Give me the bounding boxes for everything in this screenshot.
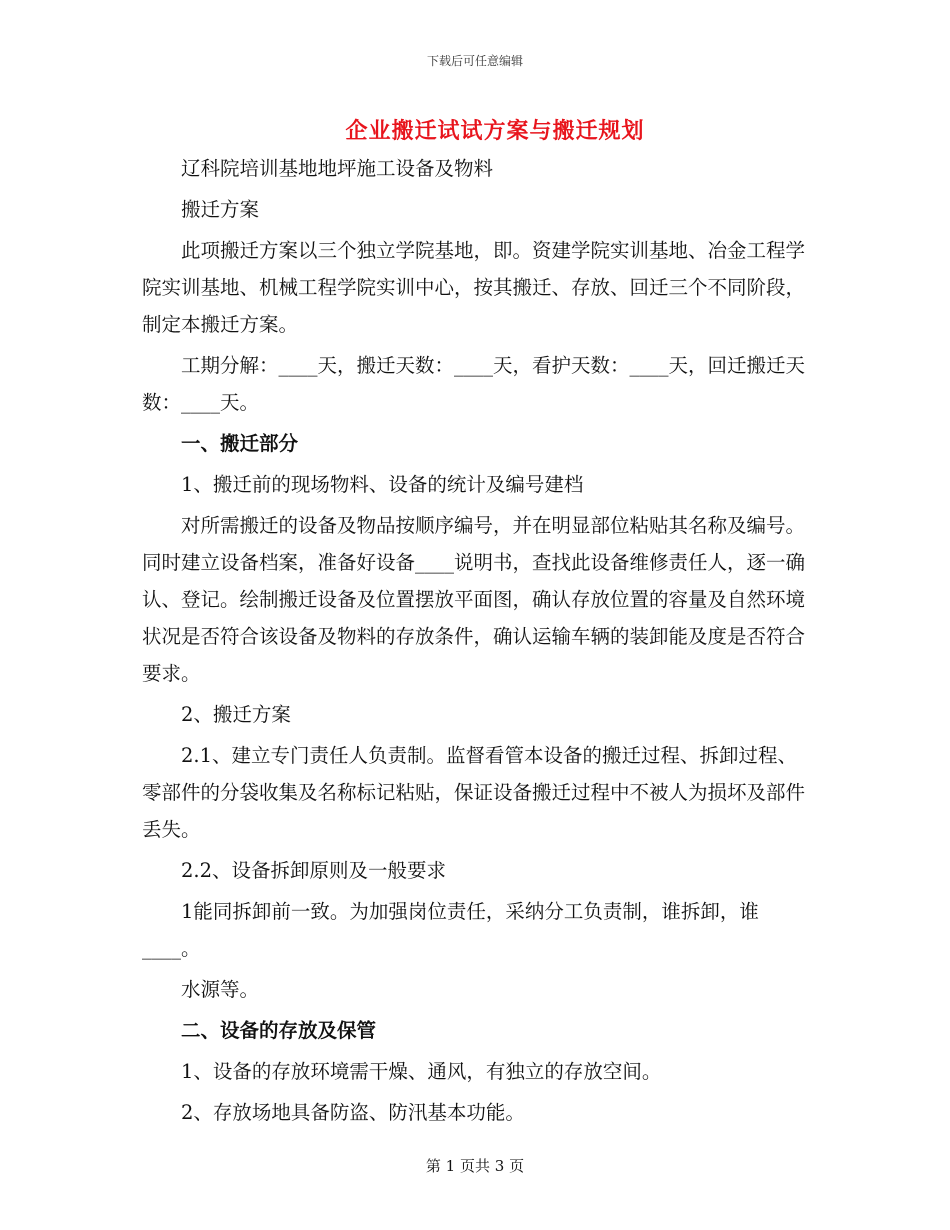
section-heading-storage: 二、设备的存放及保管 — [181, 1019, 377, 1042]
page-header-note: 下载后可任意编辑 — [426, 54, 523, 68]
paragraph-plan-label: 搬迁方案 — [181, 198, 260, 221]
paragraph-responsibility: 2.1、建立专门责任人负责制。监督看管本设备的搬迁过程、拆卸过程、零部件的分袋收集及名称标记粘贴，保证设备搬迁过程中不被人为损坏及部件丢失。 — [142, 744, 806, 841]
paragraph-water-source: 水源等。 — [181, 978, 260, 1001]
paragraph-plan-scope: 此项搬迁方案以三个独立学院基地，即。资建学院实训基地、冶金工程学院实训基地、机械工程学院实训中心，按其搬迁、存放、回迁三个不同阶段，制定本搬迁方案。 — [142, 239, 806, 336]
document-body — [142, 150, 810, 1131]
paragraph-pre-relocation: 对所需搬迁的设备及物品按顺序编号，并在明显部位粘贴其名称及编号。同时建立设备档案，准备好设备____说明书，查找此设备维修责任人，逐一确认、登记。绘制搬迁设备及位置摆放平面图，确认存放位置的容量及自然环境状况是否符合该设备及物料的存放条件，确认运输车辆的装卸能及度是否符合要求。 — [142, 514, 806, 685]
paragraph-project-subject: 辽科院培训基地地坪施工设备及物料 — [181, 157, 494, 180]
subheading-disassembly: 2.2、设备拆卸原则及一般要求 — [181, 859, 447, 882]
paragraph-storage-security: 2、存放场地具备防盗、防汛基本功能。 — [181, 1101, 525, 1124]
section-heading-relocation: 一、搬迁部分 — [181, 432, 299, 455]
paragraph-disassembly: 1能同拆卸前一致。为加强岗位责任，采纳分工负责制，谁拆卸，谁____。 — [142, 900, 759, 960]
subheading-relocation-plan: 2、搬迁方案 — [181, 703, 291, 726]
paragraph-storage-environment: 1、设备的存放环境需干燥、通风，有独立的存放空间。 — [181, 1060, 662, 1083]
subheading-pre-relocation: 1、搬迁前的现场物料、设备的统计及编号建档 — [181, 473, 584, 496]
document-title: 企业搬迁试试方案与搬迁规划 — [345, 118, 645, 144]
page-footer-number: 第 1 页共 3 页 — [425, 1157, 525, 1175]
paragraph-schedule: 工期分解：____天，搬迁天数：____天，看护天数：____天，回迁搬迁天数：____天。 — [142, 354, 806, 414]
